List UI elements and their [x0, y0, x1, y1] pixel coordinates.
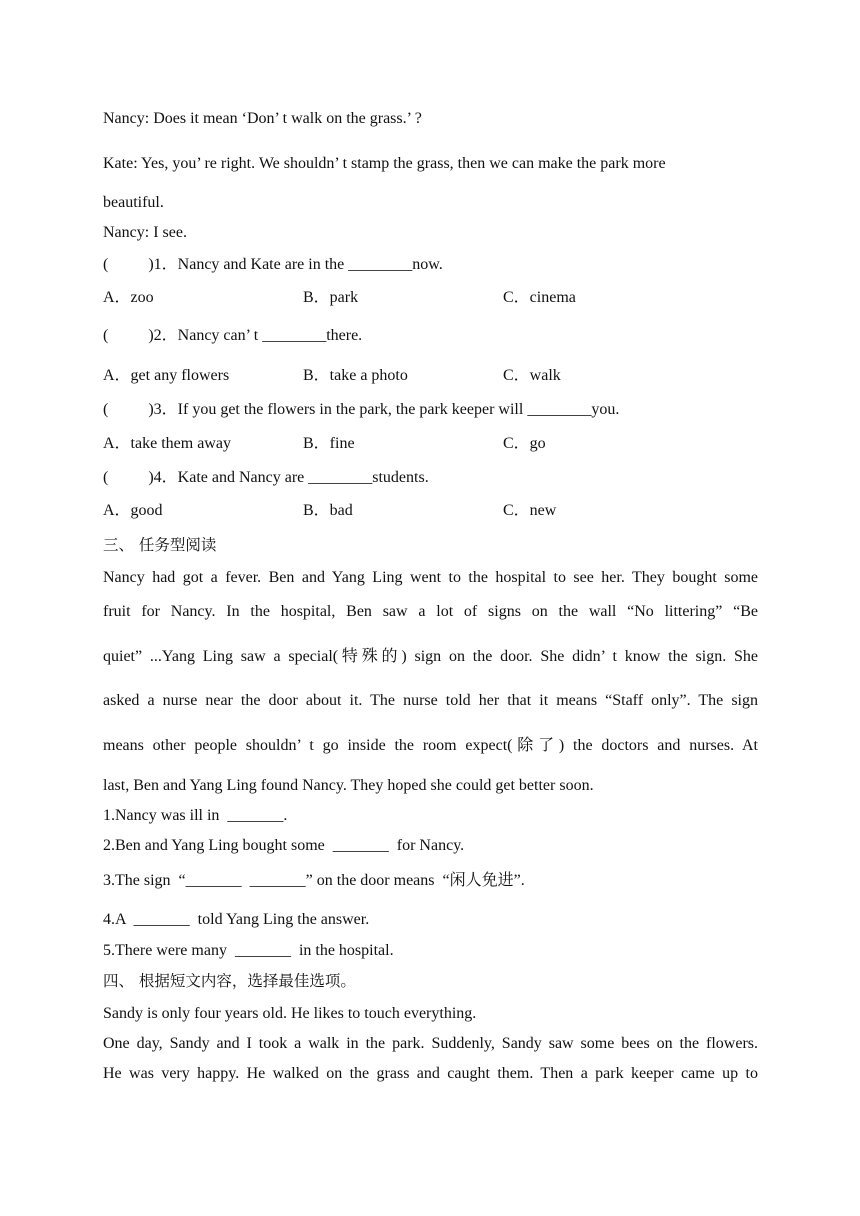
passage-line: quiet” ...Yang Ling saw a special(特殊的) sign on the door. She didn’ t know the sign. She	[103, 648, 758, 665]
option-b: B．take a photo	[303, 367, 408, 384]
task-item: 2.Ben and Yang Ling bought some _______ for Nancy.	[103, 837, 465, 854]
option-c: C．new	[503, 502, 557, 519]
task-item: 5.There were many _______ in the hospital.	[103, 942, 394, 959]
task-item: 4.A _______ told Yang Ling the answer.	[103, 911, 370, 928]
task-item: 3.The sign “_______ _______” on the door means “闲人免进”.	[103, 872, 525, 889]
question-stem: ( )2．Nancy can’ t ________there.	[103, 327, 363, 344]
task-item: 1.Nancy was ill in _______.	[103, 807, 288, 824]
section-heading: 四、 根据短文内容，选择最佳选项。	[103, 972, 356, 990]
passage-line: fruit for Nancy. In the hospital, Ben saw a lot of signs on the wall “No littering” “Be	[103, 603, 758, 620]
option-c: C．cinema	[503, 289, 576, 306]
option-b: B．park	[303, 289, 359, 306]
passage-line: One day, Sandy and I took a walk in the park. Suddenly, Sandy saw some bees on the flowers.	[103, 1035, 758, 1052]
passage-line: Sandy is only four years old. He likes to touch everything.	[103, 1005, 477, 1022]
dialogue-line: Nancy: I see.	[103, 224, 187, 241]
option-c: C．go	[503, 435, 546, 452]
option-a: A．get any flowers	[103, 367, 230, 384]
section-heading: 三、 任务型阅读	[103, 536, 217, 554]
question-stem: ( )4．Kate and Nancy are ________students.	[103, 469, 429, 486]
passage-line: He was very happy. He walked on the grass and caught them. Then a park keeper came up to	[103, 1065, 758, 1082]
passage-line: means other people shouldn’ t go inside the room expect(除了) the doctors and nurses. At	[103, 737, 758, 754]
passage-line: asked a nurse near the door about it. The nurse told her that it means “Staff only”. The sign	[103, 692, 758, 709]
passage-line: Nancy had got a fever. Ben and Yang Ling went to the hospital to see her. They bought some	[103, 569, 758, 586]
option-b: B．fine	[303, 435, 355, 452]
option-a: A．take them away	[103, 435, 231, 452]
option-a: A．good	[103, 502, 163, 519]
option-b: B．bad	[303, 502, 353, 519]
dialogue-line: beautiful.	[103, 194, 164, 211]
passage-line: last, Ben and Yang Ling found Nancy. They hoped she could get better soon.	[103, 777, 594, 794]
option-c: C．walk	[503, 367, 561, 384]
question-stem: ( )1．Nancy and Kate are in the ________now.	[103, 256, 443, 273]
dialogue-line: Nancy: Does it mean ‘Don’ t walk on the grass.’ ?	[103, 110, 422, 127]
dialogue-line: Kate: Yes, you’ re right. We shouldn’ t stamp the grass, then we can make the park more	[103, 155, 666, 172]
option-a: A．zoo	[103, 289, 154, 306]
question-stem: ( )3．If you get the flowers in the park, the park keeper will ________you.	[103, 401, 620, 418]
